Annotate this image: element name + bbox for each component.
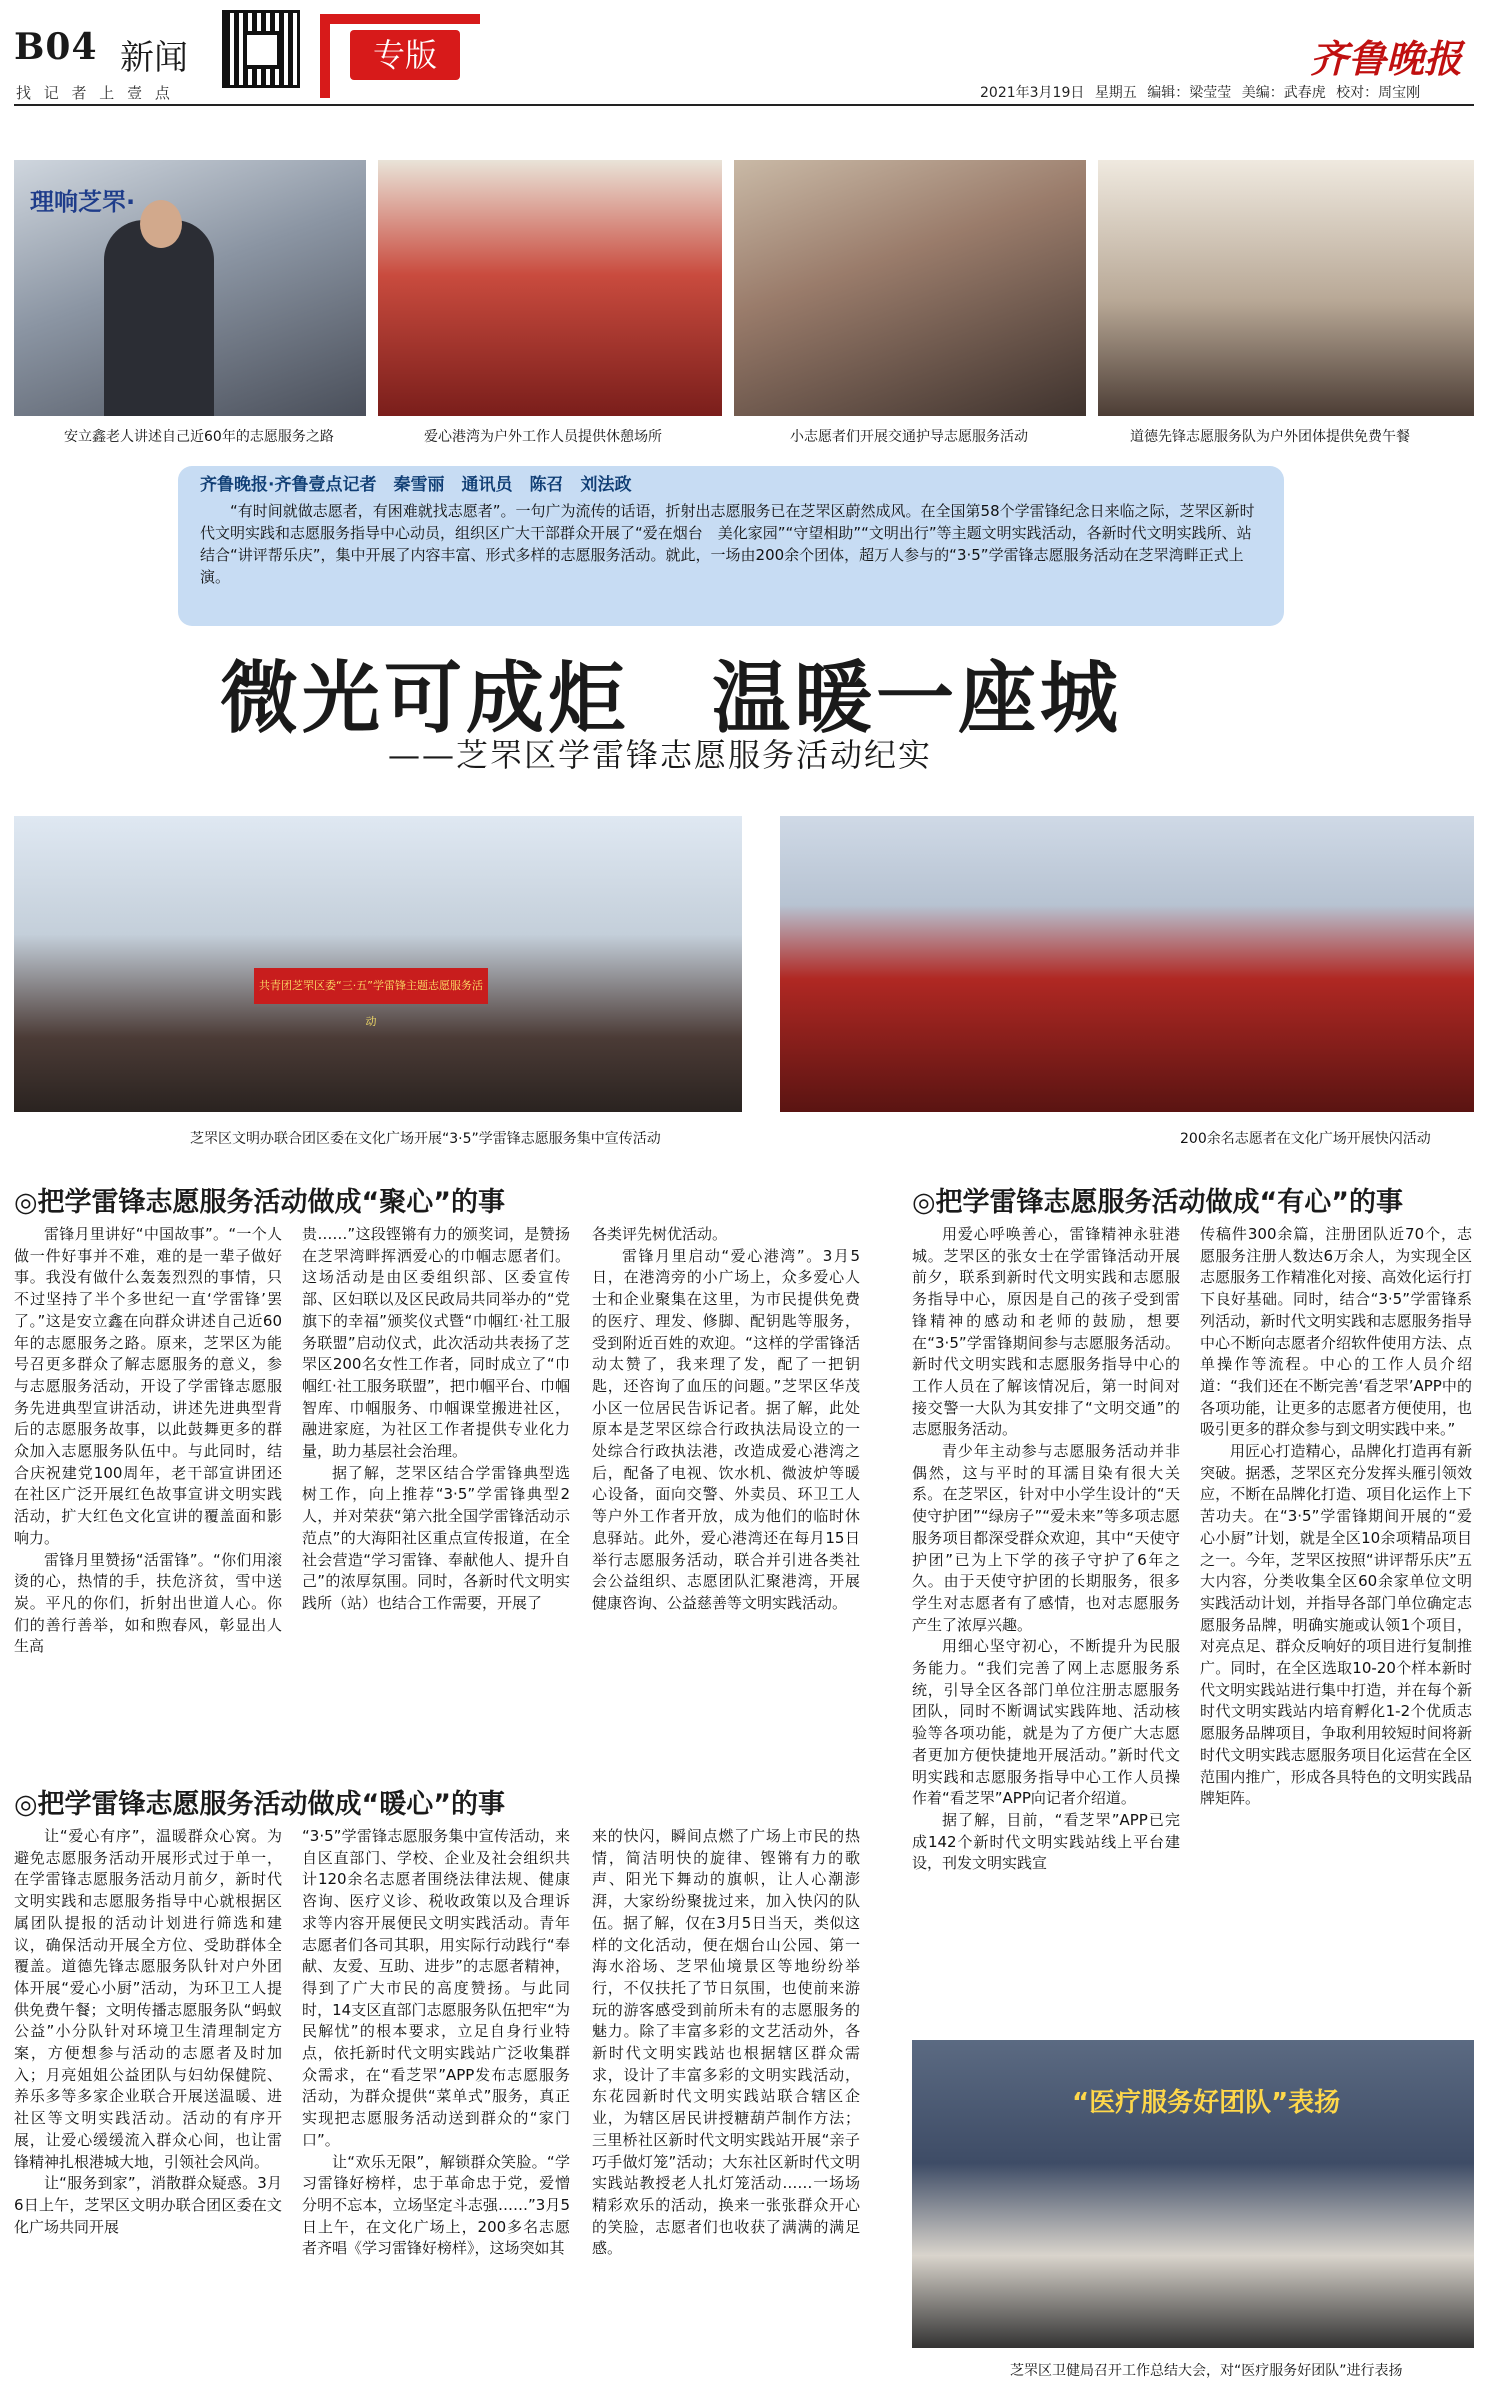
paragraph: 雷锋月里启动“爱心港湾”。3月5日，在港湾旁的小广场上，众多爱心人士和企业聚集在这里，为市民提供免费的医疗、理发、修脚、配钥匙等服务，受到附近百姓的欢迎。“这样的学雷锋活动太赞了，我来理了发，配了一把钥匙，还咨询了血压的问题。”芝罘区华茂小区一位居民告诉记者。据了解，此处原本是芝罘区综合行政执法局设立的一处综合行政执法港，改造成爱心港湾之后，配备了电视、饮水机、微波炉等暖心设备，面向交警、外卖员、环卫工人等户外工作者开放，成为他们的临时休息驿站。此外，爱心港湾还在每月15日举行志愿服务活动，联合并引进各类社会公益组织、志愿团队汇聚港湾，开展健康咨询、公益慈善等文明实践活动。 [592, 1246, 860, 1612]
page-number: B04 [14, 26, 98, 68]
paragraph: 让“爱心有序”，温暖群众心窝。为避免志愿服务活动开展形式过于单一，在学雷锋志愿服务活动月前夕，新时代文明实践和志愿服务指导中心就根据区属团队提报的活动计划进行筛选和建议，确保活动开展全方位、受助群体全覆盖。道德先锋志愿服务队针对户外团体开展“爱心小厨”活动，为环卫工人提供免费午餐；文明传播志愿服务队“蚂蚁公益”小分队针对环境卫生清理制定方案，方便想参与活动的志愿者及时加入；月亮姐姐公益团队与妇幼保健院、养乐多等多家企业联合开展送温暖、进社区等文明实践活动。活动的有序开展，让爱心缓缓流入群众心间，也让雷锋精神扎根港城大地，引领社会风尚。 [14, 1827, 282, 2171]
paragraph: 让“服务到家”，消散群众疑惑。3月6日上午，芝罘区文明办联合团区委在文化广场共同开展 [14, 2174, 282, 2236]
qr-code-icon[interactable] [222, 10, 300, 88]
photo-caption: 200余名志愿者在文化广场开展快闪活动 [1180, 1131, 1431, 1147]
photo-flash-mob [780, 816, 1474, 1112]
photo-free-lunch [1098, 160, 1474, 416]
article-column [302, 1224, 570, 1615]
article-column [912, 1224, 1180, 1875]
slogan: 找 记 者 上 壹 点 [16, 84, 174, 102]
photo-caption: 小志愿者们开展交通护导志愿服务活动 [790, 429, 1028, 445]
byline: 齐鲁晚报·齐鲁壹点记者 秦雪丽 通讯员 陈召 刘法政 [200, 475, 632, 495]
paragraph: 贵……”这段铿锵有力的颁奖词，是赞扬在芝罘湾畔挥洒爱心的巾帼志愿者们。这场活动是由区委组织部、区委宣传部、区妇联以及区民政局共同举办的“党旗下的幸福”颁奖仪式暨“巾帼红·社工服务联盟”启动仪式，此次活动共表扬了芝罘区200名女性工作者，同时成立了“巾帼红·社工服务联盟”，把巾帼平台、巾帼智库、巾帼服务、巾帼课堂搬进社区，融进家庭，为社区工作者提供专业化力量，助力基层社会治理。 [302, 1225, 570, 1461]
paragraph: “3·5”学雷锋志愿服务集中宣传活动，来自区直部门、学校、企业及社会组织共计120余名志愿者围绕法律法规、健康咨询、医疗义诊、税收政策以及合理诉求等内容开展便民文明实践活动。青年志愿者们各司其职，用实际行动践行“奉献、友爱、互助、进步”的志愿者精神，得到了广大市民的高度赞扬。与此同时，14支区直部门志愿服务队伍把牢“为民解忧”的根本要求，立足自身行业特点，依托新时代文明实践站广泛收集群众需求，在“看芝罘”APP发布志愿服务活动，为群众提供“菜单式”服务，真正实现把志愿服务活动送到群众的“家门口”。 [302, 1827, 570, 2149]
paragraph: 雷锋月里赞扬“活雷锋”。“你们用滚烫的心，热情的手，扶危济贫，雪中送炭。平凡的你们，折射出世道人心。你们的善行善举，如和煦春风，彰显出人生高 [14, 1550, 282, 1656]
section-name: 新闻 [120, 38, 188, 78]
sub-headline: ——芝罘区学雷锋志愿服务活动纪实 [388, 736, 933, 774]
paragraph: 雷锋月里讲好“中国故事”。“一个人做一件好事并不难，难的是一辈子做好事。我没有做什么轰轰烈烈的事情，只不过坚持了半个多世纪一直‘学雷锋’罢了。”这是安立鑫在向群众讲述自己近60年的志愿服务之路。原来，芝罘区为能号召更多群众了解志愿服务的意义，参与志愿服务活动，开设了学雷锋志愿服务先进典型宣讲活动，讲述先进典型背后的志愿服务故事，以此鼓舞更多的群众加入志愿服务队伍中。与此同时，结合庆祝建党100周年，老干部宣讲团还在社区广泛开展红色故事宣讲文明实践活动，扩大红色文化宣讲的覆盖面和影响力。 [14, 1225, 282, 1547]
main-headline: 微光可成炬 温暖一座城 [220, 653, 1123, 744]
editor: 编辑：梁莹莹 [1147, 85, 1232, 101]
article-column [592, 1224, 860, 1615]
article-column [14, 1224, 282, 1658]
photo-caption: 安立鑫老人讲述自己近60年的志愿服务之路 [64, 429, 334, 445]
section-title-warm: ◎把学雷锋志愿服务活动做成“暖心”的事 [14, 1789, 506, 1820]
issue-date: 2021年3月19日 [980, 85, 1085, 101]
article-column [302, 1826, 570, 2260]
issue-weekday: 星期五 [1094, 85, 1137, 101]
edition-meta [980, 82, 1420, 102]
photo-caption: 爱心港湾为户外工作人员提供休憩场所 [424, 429, 662, 445]
newspaper-logo: 齐鲁晚报 [1310, 36, 1463, 81]
photo-square-event [14, 816, 742, 1112]
article-column [14, 1826, 282, 2238]
photo-figure [104, 220, 214, 416]
photo-traffic-guard [734, 160, 1086, 416]
article-column [592, 1826, 860, 2260]
article-column [1200, 1224, 1472, 1810]
paragraph: 各类评先树优活动。 [592, 1225, 728, 1243]
photo-caring-harbor [378, 160, 722, 416]
paragraph: 据了解，芝罘区结合学雷锋典型选树工作，向上推荐“3·5”学雷锋典型2人，并对荣获“第六批全国学雷锋活动示范点”的大海阳社区重点宣传报道，在全社会营造“学习雷锋、奉献他人、提升自己”的浓厚氛围。同时，各新时代文明实践所（站）也结合工作需要，开展了 [302, 1463, 570, 1612]
section-title-heart: ◎把学雷锋志愿服务活动做成“有心”的事 [912, 1187, 1404, 1218]
photo-banner: “医疗服务好团队”表扬 [1072, 2088, 1341, 2118]
photo-caption: 道德先锋志愿服务队为户外团体提供免费午餐 [1130, 429, 1410, 445]
proofreader: 校对：周宝刚 [1336, 85, 1421, 101]
paragraph: 用爱心呼唤善心，雷锋精神永驻港城。芝罘区的张女士在学雷锋活动开展前夕，联系到新时代文明实践和志愿服务指导中心，原因是自己的孩子受到雷锋精神的感动和老师的鼓励，想要在“3·5”学雷锋期间参与志愿服务活动。新时代文明实践和志愿服务指导中心的工作人员在了解该情况后，第一时间对接交警一大队为其安排了“文明交通”的志愿服务活动。 [912, 1225, 1180, 1439]
section-title-gather: ◎把学雷锋志愿服务活动做成“聚心”的事 [14, 1187, 506, 1218]
photo-banner: 共青团芝罘区委“三·五”学雷锋主题志愿服务活动 [254, 968, 488, 1004]
photo-caption: 芝罘区卫健局召开工作总结大会，对“医疗服务好团队”进行表扬 [1010, 2363, 1403, 2379]
photo-award-meeting [912, 2040, 1474, 2348]
photo-sign-text: 理响芝罘· [30, 188, 136, 216]
photo-elder-speaker [14, 160, 366, 416]
intro-text: “有时间就做志愿者，有困难就找志愿者”。一句广为流传的话语，折射出志愿服务已在芝罘区蔚然成风。在全国第58个学雷锋纪念日来临之际，芝罘区新时代文明实践和志愿服务指导中心动员，组织区广大干部群众开展了“爱在烟台 美化家园”“守望相助”“文明出行”等主题文明实践活动，各新时代文明实践所、站结合“讲评帮乐庆”，集中开展了内容丰富、形式多样的志愿服务活动。就此，一场由200余个团体，超万人参与的“3·5”学雷锋志愿服务活动在芝罘湾畔正式上演。 [200, 502, 1255, 586]
photo-figure-head [140, 200, 182, 248]
paragraph: 用细心坚守初心，不断提升为民服务能力。“我们完善了网上志愿服务系统，引导全区各部门单位注册志愿服务团队，同时不断调试实践阵地、活动核验等各项功能，就是为了方便广大志愿者更加方便快捷地开展活动。”新时代文明实践和志愿服务指导中心工作人员操作着“看芝罘”APP向记者介绍道。 [912, 1637, 1180, 1808]
paragraph: 传稿件300余篇，注册团队近70个，志愿服务注册人数达6万余人，为实现全区志愿服务工作精准化对接、高效化运行打下良好基础。同时，结合“3·5”学雷锋系列活动，新时代文明实践和志愿服务指导中心不断向志愿者介绍软件使用方法、点单操作等流程。中心的工作人员介绍道：“我们还在不断完善‘看芝罘’APP中的各项功能，让更多的志愿者方便使用，也吸引更多的群众参与到文明实践中来。” [1200, 1225, 1472, 1439]
photo-caption: 芝罘区文明办联合团区委在文化广场开展“3·5”学雷锋志愿服务集中宣传活动 [190, 1131, 661, 1147]
designer: 美编：武春虎 [1241, 85, 1326, 101]
paragraph: 让“欢乐无限”，解锁群众笑脸。“学习雷锋好榜样，忠于革命忠于党，爱憎分明不忘本，立场坚定斗志强……”3月5日上午，在文化广场上，200多名志愿者齐唱《学习雷锋好榜样》，这场突如其 [302, 2152, 570, 2258]
paragraph: 用匠心打造精心，品牌化打造再有新突破。据悉，芝罘区充分发挥头雁引领效应，不断在品牌化打造、项目化运作上下苦功夫。在“3·5”学雷锋期间开展的“爱心小厨”计划，就是全区10余项精品项目之一。今年，芝罘区按照“讲评帮乐庆”五大内容，分类收集全区60余家单位文明实践活动计划，并指导各部门单位确定志愿服务品牌，明确实施或认领1个项目，对亮点足、群众反响好的项目进行复制推广。同时，在全区选取10-20个样本新时代文明实践站进行集中打造，并在每个新时代文明实践站内培育孵化1-2个优质志愿服务品牌项目，争取利用较短时间将新时代文明实践志愿服务项目化运营在全区范围内推广，形成各具特色的文明实践品牌矩阵。 [1200, 1442, 1472, 1808]
special-edition-badge: 专版 [350, 30, 460, 80]
paragraph: 据了解，目前，“看芝罘”APP已完成142个新时代文明实践站线上平台建设，刊发文明实践宣 [912, 1810, 1180, 1873]
paragraph: 来的快闪，瞬间点燃了广场上市民的热情，简洁明快的旋律、铿锵有力的歌声、阳光下舞动的旗帜，让人心潮澎湃，大家纷纷聚拢过来，加入快闪的队伍。据了解，仅在3月5日当天，类似这样的文化活动，便在烟台山公园、第一海水浴场、芝罘仙境景区等地纷纷举行，不仅扶托了节日氛围，也使前来游玩的游客感受到前所未有的志愿服务的魅力。除了丰富多彩的文艺活动外，各新时代文明实践站也根据辖区群众需求，设计了丰富多彩的文明实践活动，东花园新时代文明实践站联合辖区企业，为辖区居民讲授糖葫芦制作方法；三里桥社区新时代文明实践站开展“亲子巧手做灯笼”活动；大东社区新时代文明实践站教授老人扎灯笼活动……一场场精彩欢乐的活动，换来一张张群众开心的笑脸，志愿者们也收获了满满的满足感。 [592, 1827, 860, 2258]
header-divider [14, 104, 1474, 106]
paragraph: 青少年主动参与志愿服务活动并非偶然，这与平时的耳濡目染有很大关系。在芝罘区，针对中小学生设计的“天使守护团”“绿房子”“爱未来”等多项志愿服务项目都深受群众欢迎，其中“天使守护团”已为上下学的孩子守护了6年之久。由于天使守护团的长期服务，很多学生对志愿者有了感情，也对志愿服务产生了浓厚兴趣。 [912, 1442, 1180, 1634]
